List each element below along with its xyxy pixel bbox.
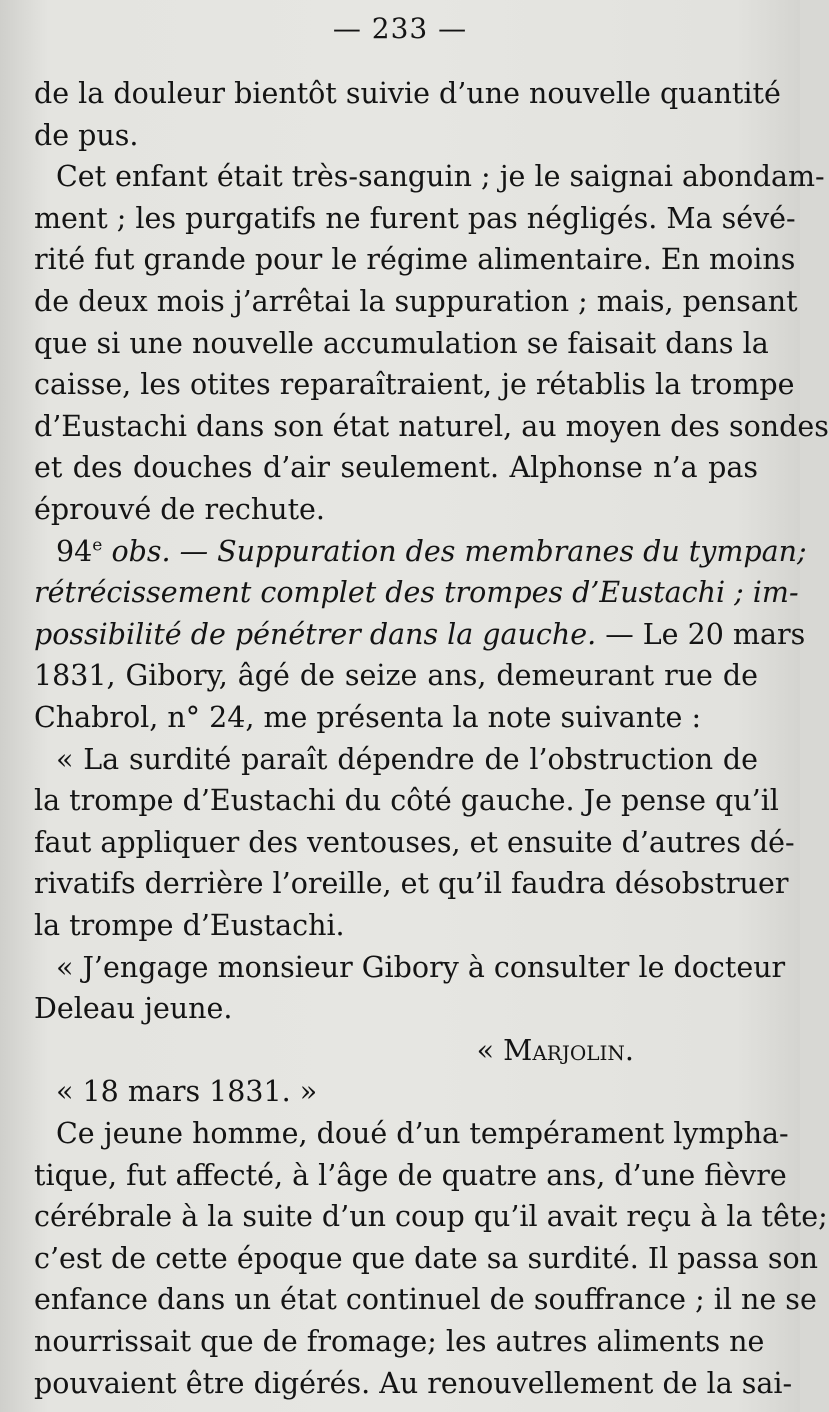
text-line	[34, 864, 789, 904]
text-segment: d’Eustachi dans son état naturel, au moyen des sondes	[34, 409, 829, 443]
text-line	[34, 573, 799, 613]
text-segment: «	[476, 1033, 504, 1067]
text-segment: la trompe d’Eustachi.	[34, 909, 345, 942]
text-segment: enfance dans un état continuel de souffrance ; il ne se	[34, 1283, 817, 1317]
text-segment: e	[92, 535, 103, 556]
text-segment: « 18 mars 1831. »	[56, 1075, 318, 1109]
text-segment: et des douches d’air seulement. Alphonse n’a pas	[34, 451, 758, 485]
text-line	[34, 199, 796, 239]
text-line	[34, 1156, 787, 1196]
text-segment: rivatifs derrière l’oreille, et qu’il faudra désobstruer	[34, 867, 789, 901]
text-segment: 94	[56, 534, 93, 568]
text-segment: de pus.	[34, 118, 139, 152]
text-line	[34, 324, 769, 364]
text-segment: « J’engage monsieur Gibory à consulter le docteur	[56, 950, 786, 984]
text-segment: 1831, Gibory, âgé de seize ans, demeurant rue de	[34, 659, 758, 693]
text-segment: faut appliquer des ventouses, et ensuite d’autres dé-	[34, 825, 795, 859]
text-line	[34, 615, 806, 655]
text-line	[34, 116, 758, 156]
text-line	[34, 1322, 765, 1362]
text-segment: — Le 20 mars	[596, 617, 806, 651]
text-segment: possibilité de pénétrer dans la gauche.	[34, 617, 597, 651]
text-line	[34, 989, 758, 1029]
text-line	[34, 532, 807, 572]
text-line	[34, 1239, 818, 1279]
text-segment: « La surdité paraît dépendre de l’obstruction de	[56, 742, 758, 776]
text-line	[34, 157, 825, 197]
text-line	[34, 240, 796, 280]
text-segment: obs. — Suppuration des membranes du tympan;	[102, 534, 807, 568]
text-line	[34, 948, 786, 988]
text-line	[34, 365, 795, 405]
text-line	[34, 823, 795, 863]
text-segment: cérébrale à la suite d’un coup qu’il avait reçu à la tête;	[34, 1200, 828, 1234]
text-line	[34, 906, 758, 946]
text-line	[34, 656, 758, 696]
text-segment: éprouvé de rechute.	[34, 493, 325, 526]
text-segment: ment ; les purgatifs ne furent pas négligés. Ma sévé-	[34, 201, 796, 235]
text-segment: de la douleur bientôt suivie d’une nouvelle quantité	[34, 77, 781, 110]
text-line	[34, 1114, 789, 1154]
text-line	[34, 490, 758, 530]
text-segment: tique, fut affecté, à l’âge de quatre ans, d’une fièvre	[34, 1158, 787, 1192]
text-segment: de deux mois j’arrêtai la suppuration ; mais, pensant	[34, 285, 798, 318]
page-number: — 233 —	[332, 12, 468, 45]
text-segment: c’est de cette époque que date sa surdité. Il passa son	[34, 1241, 818, 1275]
text-segment: Deleau jeune.	[34, 992, 233, 1026]
text-segment: rité fut grande pour le régime alimentaire. En moins	[34, 243, 796, 277]
text-line	[34, 698, 758, 738]
text-line	[34, 407, 829, 447]
text-segment: Chabrol, n° 24, me présenta la note suivante :	[34, 701, 702, 734]
text-segment: rétrécissement complet des trompes d’Eustachi ; im-	[34, 576, 799, 610]
text-line	[34, 1280, 817, 1320]
text-line	[34, 1364, 793, 1404]
text-line	[34, 740, 758, 780]
text-segment: Marjolin.	[503, 1033, 634, 1067]
text-line	[34, 1072, 758, 1112]
text-segment: nourrissait que de fromage; les autres aliments ne	[34, 1325, 765, 1358]
text-line	[34, 74, 781, 114]
text-line	[34, 1197, 828, 1237]
text-segment: la trompe d’Eustachi du côté gauche. Je pense qu’il	[34, 784, 779, 818]
text-line	[34, 448, 758, 488]
text-segment: que si une nouvelle accumulation se faisait dans la	[34, 326, 769, 360]
text-line	[34, 282, 798, 322]
text-line	[34, 781, 779, 821]
text-line	[34, 1031, 634, 1071]
text-segment: Ce jeune homme, doué d’un tempérament lympha-	[56, 1117, 789, 1150]
text-segment: caisse, les otites reparaîtraient, je rétablis la trompe	[34, 368, 795, 402]
text-segment: Cet enfant était très-sanguin ; je le saignai abondam-	[56, 160, 825, 194]
text-segment: pouvaient être digérés. Au renouvellement de la sai-	[34, 1366, 793, 1400]
